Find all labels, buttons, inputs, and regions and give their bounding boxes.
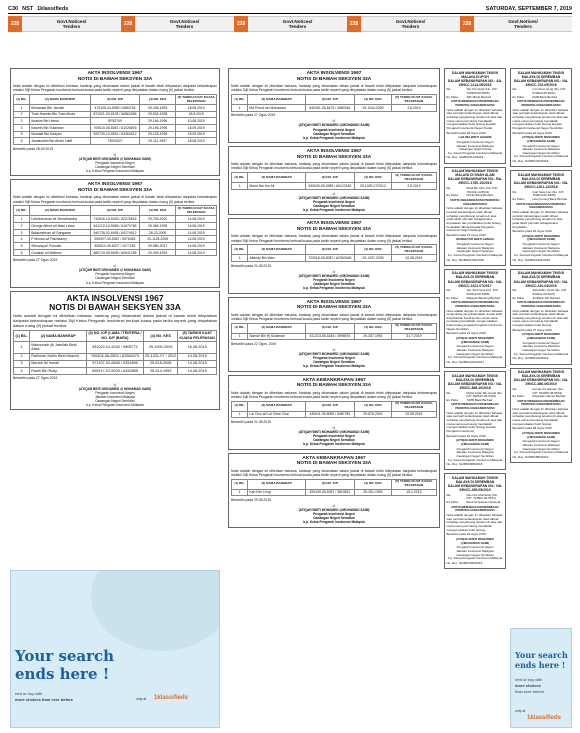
notice-column-2 xyxy=(228,68,440,728)
case-number: DALAM KEBANKRAPAN NO.: NA-29NCC-1021-07/2017 xyxy=(447,279,503,288)
notice-intro: Notis adalah dengan ini diberikan bahawa, bankrap yang dinamakan dalam jadual di bawah telah dilepaskan daripada kebankrapan melalui Sijil Ketua Pengarah Insolvensi berkuat kuasa pada tarikh seperti yang dinyatakan dalam ruang (5) jadual berikut. xyxy=(231,234,437,243)
category-code: 228 xyxy=(460,16,474,32)
insolvency-notice xyxy=(228,146,440,215)
signature-block: t.t (ATIQAH BINTI MOHAMED @MOHAMAD SAIM) Pengarah Insolvensi Negeri Cawangan Negeri Sembilan b.p. Ketua Pengarah Insolvensi Malaysia xyxy=(298,269,370,291)
notice-subtitle: NOTIS DI BAWAH SEKSYEN 33A xyxy=(296,383,372,389)
court-notice: DALAM MAHKAMAH TINGGI MALAYA DI SHAH ALAM DALAM KEBANKRAPAN NO.: BA-29NCC-1760-10/2018 Re: Rizal Bin Idris (No. K/P: 791102-14-5631) Ex Parte: Public Bank Berhad NOTIS KEBANKRAPAN PERINTAH KEBANKRAPAN Notis adalah dengan ini diberikan bahawa perintah kebankrapan telah dibuat terhadap penghutang tersebut di atas pada tarikh perintah sebagaimana dinyatakan dan pendaftaran bukti hutang hendaklah dibuat kepada Pengarah Insolvensi Negeri Selangor. Bertarikh pada 27 Ogos 2019 NORHAYATI BINTI AHMAD Pengarah Insolvensi Negeri Jabatan Insolvensi Malaysia Cawangan Negeri Selangor b.p. Ketua Pengarah Insolvensi Malaysia No. Ruj.: BA/BNI/1760/2018 xyxy=(444,167,506,266)
insolvency-notice xyxy=(228,218,440,293)
court-name: DALAM MAHKAMAH TINGGI MALAYA DI SEREMBAN xyxy=(451,271,499,280)
table-row: 3 Ibrahim Bin Hamzi RF52709 29-164-1996 10.08.2019 xyxy=(14,118,217,125)
notice-date: Bertarikh pada 28 Ogos 2019 xyxy=(512,426,552,431)
col-header: (2) NAMA BANKRAP xyxy=(30,95,91,105)
notice-subtitle: NOTIS DI BAWAH SEKSYEN 33A xyxy=(296,461,372,467)
notice-date: Bertarikh pada 26 Ogos 2019 xyxy=(512,229,552,234)
ad-tagline: rent or buy with xyxy=(15,691,43,696)
notice-intro: Notis adalah dengan ini diberikan bahawa, bankrap yang dinamakan dalam jadual di bawah telah dilepaskan daripada kebankrapan melalui Sijil Ketua Pengarah Insolvensi berkuat kuasa pada tarikh seperti yang dinyatakan dalam ruang (5) jadual berikut. xyxy=(231,312,437,321)
notice-column-4 xyxy=(444,68,506,728)
table-row: 4 Kasmin Bin Sulaiman 700610-05-5067 / A1026876 29-196-1996 18.09.2019 xyxy=(14,125,217,132)
table-header-row: (1) BIL. (2) NAMA BANKRAP (3) NO. K/P (4) NO. KES (5) TARIKH KUAT KUASA PELEPASAN xyxy=(14,206,217,216)
page-header xyxy=(8,5,572,13)
insolvency-notice xyxy=(10,68,220,176)
court-name: DALAM MAHKAMAH TINGGI MALAYA DI SEREMBAN xyxy=(451,373,499,382)
notice-title: NOTIS KEBANKRAPAN PERINTAH KEBANKRAPAN xyxy=(516,201,566,210)
category-header xyxy=(460,16,572,32)
table-row: 5 Selvaraj a/l Ponniah 830810-05-6027 / 2077183 29-980-2017 14.08.2019 xyxy=(14,243,217,250)
notice-date: Bertarikh pada 22 Ogos 2019 xyxy=(446,532,486,537)
category-title: Govt.Notices/ Tenders xyxy=(56,18,87,29)
bankrupt-table xyxy=(13,330,217,375)
table-row: 1 Lai Choi a/l Lai Chee Chai 430611-05-5095 / 5487789 29-876-2002 02.08.2019 xyxy=(232,411,437,418)
table-row: 6 Gunalan a/l Mathew 680710-05-5539 / A0641296 29-409-1993 14.08.2019 xyxy=(14,249,217,256)
klassifieds-logo: 1klassifieds xyxy=(527,715,562,721)
ad-tagline: more choices xyxy=(515,683,541,688)
court-notice: DALAM MAHKAMAH TINGGI MALAYA DI SEREMBAN DALAM KEBANKRAPAN NO.: NA-29NCC-455-05/2019 Re: Ravi A/L Muniandy (No. K/P: 720801-05-5197) Ex Parte: Bank Simpanan Nasional NOTIS MENGENAI PENERIMAAN PERINTAH KEBANKRAPAN Notis adalah dengan ini diberikan bahawa satu perintah kebankrapan telah dibuat terhadap penghutang tersebut di atas dan mana-mana pemiutang hendaklah mengemukakan bukti hutang. Bertarikh pada 22 Ogos 2019 (ATIQAH BINTI MOHAMED @MOHAMAD SAIM) Pengarah Insolvensi Negeri Jabatan Insolvensi Malaysia Cawangan Negeri Sembilan b.p. Ketua Pengarah Insolvensi Malaysia No. Ruj.: NA/BNI/455/2019 xyxy=(444,473,506,569)
header-rule xyxy=(8,13,572,14)
table-row: 3 Mariah Ibi Ismail 571107-02-6848 / 0251896 29-518-2008 14.08.2019 xyxy=(14,360,217,367)
publication-name: NST xyxy=(22,5,34,12)
category-title: Govt.Notices/ Tenders xyxy=(508,18,538,29)
case-number: DALAM KEBANKRAPAN NO.: NA-29NCC-580-06/2019 xyxy=(513,378,569,387)
notice-body: Notis adalah dengan ini diberikan bahawa satu perintah kebankrapan telah dibuat terhadap penghutang tersebut di atas dan mana-mana pemiutang hendaklah mengemukakan bukti hutang kepada Pengarah Insolvensi Negeri Perak. xyxy=(446,107,503,130)
notice-date: Bertarikh pada 22 Ogos 2019 xyxy=(512,130,552,135)
notice-body: Notis adalah dengan ini diberikan bahawa satu perintah kebankrapan telah dibuat terhadap penghutang tersebut di atas dan mana-mana pemiutang hendaklah mengemukakan bukti hutang. xyxy=(446,513,503,532)
court-name: DALAM MAHKAMAH TINGGI MALAYA DI SEREMBAN xyxy=(451,475,499,485)
notice-title: NOTIS MENGENAI PENERIMAAN PERINTAH KEBANKRAPAN xyxy=(451,504,499,513)
insolvency-notice xyxy=(228,68,440,143)
notice-subtitle: NOTIS DI BAWAH SEKSYEN 33A xyxy=(77,188,153,194)
notice-title: AKTA INSOLVENSI 1967 xyxy=(87,182,143,188)
bankrupt-table: (1) BIL. (2) NAMA BANKRAP (3) NO. K/P (4) NO. KES (5) TARIKH KUAT KUASA PELEPASAN 1 Kan Kim Leng 490430-05-5357 / 3819831 29-261-1994 15.2.2013 xyxy=(231,479,437,497)
notice-date: Bertarikh pada 27 Ogos 2019 xyxy=(231,113,276,118)
category-header xyxy=(347,16,460,32)
ad-tagline: rent or buy with xyxy=(515,677,543,682)
notice-date: Bertarikh pada 27 Ogos 2019 xyxy=(13,257,58,262)
notice-body: Notis adalah dengan ini diberikan bahawa satu perintah kebankrapan telah dibuat terhadap penghutang tersebut di atas dan mana-mana pemiutang hendaklah mengemukakan bukti hutang. xyxy=(512,407,569,426)
case-number: DALAM KEBANKRAPAN NO.: AA-29NCC-1114-08/2018 xyxy=(447,78,503,87)
ad-tagline: more choices than ever before xyxy=(15,697,74,702)
court-notice: DALAM MAHKAMAH TINGGI MALAYA DI SEREMBAN DALAM KEBANKRAPAN NO.: NA-29NCC-702-09/2018 Re: Lim Chee Kong (No. K/P: 670922-05-5231) Ex Parte: RHB Bank Berhad NOTIS MENGENAI PENERIMAAN PERINTAH KEBANKRAPAN Notis adalah dengan ini diberikan bahawa satu perintah kebankrapan telah dibuat terhadap penghutang tersebut di atas dan mana-mana pemiutang hendaklah mengemukakan bukti hutang kepada Pengarah Insolvensi Negeri Sembilan. Bertarikh pada 22 Ogos 2019 (ATIQAH BINTI MOHAMED @MOHAMAD SAIM) Pengarah Insolvensi Negeri Jabatan Insolvensi Malaysia Cawangan Negeri Sembilan b.p. Ketua Pengarah Insolvensi Malaysia No. Ruj.: NA/BNI/702/2018 xyxy=(510,68,572,167)
bankrupt-table xyxy=(13,205,217,256)
court-name: DALAM MAHKAMAH TINGGI MALAYA DI SHAH ALAM xyxy=(451,169,499,178)
signature-block: t.t (ATIQAH BINTI MOHAMED @MOHAMAD SAIM) Pengarah Insolvensi Negeri Cawangan Negeri Sembilan b.p. Ketua Pengarah Insolvensi Malaysia xyxy=(298,191,370,213)
table-row: 1 Md Proud bin Mohamad 540401-05-5475 / 4680318 29-1044-2009 2.8.2019 xyxy=(232,105,437,112)
court-notice: DALAM MAHKAMAH TINGGI MALAYA DI SEREMBAN DALAM KEBANKRAPAN NO.: NA-29NCC-580-06/2019 Re: Kumar A/L Raman (No. K/P: 810905-05-5519) Ex Parte: Maybank Islamic Berhad NOTIS MENGENAI PENERIMAAN PERINTAH KEBANKRAPAN Notis adalah dengan ini diberikan bahawa satu perintah kebankrapan telah dibuat terhadap penghutang tersebut di atas dan mana-mana pemiutang hendaklah mengemukakan bukti hutang. Bertarikh pada 28 Ogos 2019 (ATIQAH BINTI MOHAMED @MOHAMAD SAIM) Pengarah Insolvensi Negeri Jabatan Insolvensi Malaysia Cawangan Negeri Sembilan b.p. Ketua Pengarah Insolvensi Malaysia No. Ruj.: NA/BNI/580/2019 xyxy=(510,368,572,464)
notice-date: Bertarikh pada 21.08.2019 xyxy=(231,419,271,424)
category-title: Govt.Notices/ Tenders xyxy=(282,18,313,29)
klassifieds-ad-small[interactable] xyxy=(510,628,572,728)
court-name: DALAM MAHKAMAH TINGGI MALAYA DI SEREMBAN xyxy=(517,370,565,379)
notice-date: Bertarikh pada 28.09.2019 xyxy=(13,146,53,151)
notice-intro: Notis adalah dengan ini diberikan bahawa, bankrap yang dinamakan dalam jadual di bawah telah dilepaskan daripada kebankrapan melalui Sijil Ketua Pengarah Insolvensi berkuat kuasa pada tarikh seperti yang dinyatakan dalam ruang (5) jadual berikut. xyxy=(231,162,437,171)
insolvency-notice xyxy=(228,375,440,450)
ad-only-at: only at xyxy=(515,709,526,713)
notice-intro: Notis adalah dengan ini diberikan bahawa, bankrap yang dinamakan dalam jadual di bawah telah dilepaskan daripada kebankrapan melalui Sijil Ketua Pengarah Insolvensi berkuat kuasa pada tarikh seperti yang dinyatakan dalam ruang (5) jadual berikut. xyxy=(231,390,437,399)
bankrupt-table: (1) BIL. (2) NAMA BANKRAP (3) NO. K/P (4) NO. KES (5) TARIKH KUAT KUASA PELEPASAN 1 Mohd Nor bin Ali 530625-05-5389 / A0123182 29-1025-07/2012 2.8.2019 xyxy=(231,172,437,190)
notice-date: Bertarikh pada 22 Ogos, 2019 xyxy=(231,341,277,346)
insolvency-notice xyxy=(10,179,220,287)
notice-title: NOTIS MENGENAI PENERIMAAN PERINTAH KEBANKRAPAN xyxy=(451,402,499,411)
court-notice: DALAM MAHKAMAH TINGGI MALAYA DI SEREMBAN DALAM KEBANKRAPAN NO.: NA-29NCC-1021-07/2017 Re: Tan Teck Huat (No. K/P: 650312-05-5189) Ex Parte: Malayan Banking Berhad NOTIS MENGENAI PENERIMAAN PERINTAH KEBANKRAPAN Notis adalah dengan ini diberikan bahawa penghutang yang dinamakan di atas telah diisytiharkan bankrap dan mana-mana pemiutang hendaklah mengemukakan bukti hutang kepada Pengarah Insolvensi Negeri Sembilan. Bertarikh pada 23 Ogos 2019 (ATIQAH BINTI MOHAMED @MOHAMAD SAIM) Pengarah Insolvensi Negeri Jabatan Insolvensi Malaysia Cawangan Negeri Sembilan b.p. Ketua Pengarah Insolvensi Malaysia No. Ruj.: NA/BNI/1021/2017 xyxy=(444,269,506,368)
court-name: DALAM MAHKAMAH TINGGI MALAYA DI IPOH xyxy=(451,70,499,79)
case-number: DALAM KEBANKRAPAN NO.: NA-29NCC-310-03/2019 xyxy=(513,279,569,288)
signature-block: t.t (ATIQAH BINTI MOHAMED @ MOHAMAD SAIM) Pengarah Insolvensi Negeri Jabatan Insolvensi Malaysia Cawangan Negeri Sembilan b.p. Ketua Pengarah Insolvensi Malaysia xyxy=(79,382,151,408)
category-header xyxy=(8,16,121,32)
category-header xyxy=(121,16,234,32)
table-row: 4 P Menan a/l Pakirisamy 590927-05-5387 / 6976345 20-1128-2008 14.08.2019 xyxy=(14,236,217,243)
klassifieds-logo: 1klassifieds xyxy=(154,695,189,701)
signature-block: t.t (ATIQAH BINTI MOHAMED @MOHAMAD SAIM) Pengarah Insolvensi Negeri Cawangan Negeri Sembilan b.p. Ketua Pengarah Insolvensi Malaysia xyxy=(298,503,370,525)
signature-block: t.t (ATIQAH BINTI MOHAMED @ MOHAMAD SAIM) Pengarah Insolvensi Negeri Cawangan Negeri Sembilan b.p. Ketua Pengarah Insolvensi Malaysia xyxy=(79,152,151,174)
category-header xyxy=(234,16,347,32)
category-code: 228 xyxy=(347,16,361,32)
notice-title: NOTIS MENGENAI PENERIMAAN PERINTAH KEBANKRAPAN xyxy=(517,398,565,407)
table-header-row: (1) BIL. (2) NAMA BANKRAP (3) NO. K/P (LAMA / TENTERA / NO. K/P (BARU) (4) NO. KES (5) TARIKH KUAT KUASA PELEPASAN xyxy=(14,330,217,341)
table-row: 3 Balakrishnan a/l Sangaran 540728-02-6495 / A0274612 28-23-2009 14.08.2019 xyxy=(14,229,217,236)
bankrupt-table: (1) BIL. (2) NAMA BANKRAP (3) NO. K/P (4) NO. KES (5) TARIKH KUAT KUASA PELEPASAN 1 Lai Choi a/l Lai Chee Chai 430611-05-5095 / 5487789 29-876-2002 02.08.2019 xyxy=(231,401,437,419)
table-row: 1 Kan Kim Leng 490430-05-5357 / 3819831 29-261-1994 15.2.2013 xyxy=(232,489,437,496)
case-number: DALAM KEBANKRAPAN NO.: NA-29NCC-1201-12/2018 xyxy=(513,180,569,190)
notice-title: AKTA INSOLVENSI 1967 xyxy=(306,299,362,305)
notice-column-5 xyxy=(510,68,572,626)
court-notice: DALAM MAHKAMAH TINGGI MALAYA DI SEREMBAN DALAM KEBANKRAPAN NO.: NA-29NCC-868-10/2018 Re: Mohd Azlan Bin Ismail (No. K/P: 800516-05-5429) Ex Parte: CIMB Bank Berhad NOTIS MENGENAI PENERIMAAN PERINTAH KEBANKRAPAN Notis adalah dengan ini diberikan bahawa satu perintah kebankrapan telah dibuat terhadap penghutang tersebut di atas dan mana-mana pemiutang hendaklah mengemukakan bukti hutang kepada Pengarah Insolvensi. Bertarikh pada 20 Ogos 2019 (ATIQAH BINTI MOHAMED @MOHAMAD SAIM) Pengarah Insolvensi Negeri Jabatan Insolvensi Malaysia Cawangan Negeri Sembilan b.p. Ketua Pengarah Insolvensi Malaysia No. Ruj.: NA/BNI/868/2018 xyxy=(444,371,506,470)
col-header: (3) NO. K/P xyxy=(91,95,140,105)
bankrupt-table: (1) BIL. (2) NAMA BANKRAP (3) NO. K/P (4) NO. KES (5) TARIKH KUAT KUASA PELEPASAN 1 Samsir Bin Hj Sulaiman 441213-05-5245 / 3995575 29-267-1991 31.7.2019 xyxy=(231,323,437,341)
signature-block: t.t (ATIQAH BINTI MOHAMED @MOHAMAD SAIM) Pengarah Insolvensi Negeri Cawangan Negeri Sembilan b.p. Ketua Pengarah Insolvensi Malaysia xyxy=(298,347,370,369)
notice-title: AKTA INSOLVENSI 1967 xyxy=(306,149,362,155)
notice-subtitle: NOTIS DI BAWAH SEKSYEN 33A xyxy=(296,76,372,82)
col-header: (1) BIL. xyxy=(14,95,30,105)
court-notice: DALAM MAHKAMAH TINGGI MALAYA DI SEREMBAN DALAM KEBANKRAPAN NO.: NA-29NCC-1201-12/2018 Re: Goh Siew Lan (No. K/P: 750614-05-5408) Ex Parte: Hong Leong Bank Berhad NOTIS KEBANKRAPAN PERINTAH KEBANKRAPAN Notis adalah dengan ini diberikan bahawa perintah kebankrapan telah dibuat terhadap penghutang tersebut di atas pada tarikh perintah sebagaimana dinyatakan. Bertarikh pada 26 Ogos 2019 (ATIQAH BINTI MOHAMED @MOHAMAD SAIM) Pengarah Insolvensi Negeri Jabatan Insolvensi Malaysia Cawangan Negeri Sembilan b.p. Ketua Pengarah Insolvensi Malaysia No. Ruj.: NA/BNI/1201/2018 xyxy=(510,170,572,266)
category-code: 228 xyxy=(121,16,135,32)
bankrupt-table: (1) BIL. (2) NAMA BANKRAP (3) NO. K/P (4) NO. KES (5) TARIKH KUAT KUASA PELEPASAN 1 Md Proud bin Mohamad 540401-05-5475 / 4680318 29-1044-2009 2.8.2019 xyxy=(231,94,437,112)
bankrupt-table xyxy=(13,94,217,145)
klassifieds-ad[interactable] xyxy=(10,570,220,728)
table-row: 5 Mustafa Bin Kadyan 520730-10-5531 / A3364012 29-103-1996 18.09.2019 xyxy=(14,131,217,138)
notice-body: Notis adalah dengan ini diberikan bahawa perintah kebankrapan telah dibuat terhadap penghutang tersebut di atas pada tarikh perintah sebagaimana dinyatakan. xyxy=(512,209,569,229)
section-name: 1klassifieds xyxy=(37,5,69,12)
table-row: 2 George Alfred a/l Mani Lewis 541212-10-5069 / A1070765 29-369-1999 16.08.2019 xyxy=(14,223,217,230)
insolvency-notice xyxy=(228,453,440,528)
notice-date: Bertarikh pada 27 Ogos 2019 xyxy=(13,376,58,381)
case-number: DALAM KEBANKRAPAN NO.: NA-29NCC-455-05/2019 xyxy=(447,484,503,493)
notice-subtitle: NOTIS DI BAWAH SEKSYEN 33A xyxy=(296,227,372,233)
notice-title: AKTA INSOLVENSI 1967 xyxy=(66,292,164,303)
signature-block: t.t (ATIQAH BINTI MOHAMED @MOHAMAD SAIM) Pengarah Insolvensi Negeri Cawangan Negeri Sembilan b.p. Ketua Pengarah Insolvensi Malaysia xyxy=(298,425,370,447)
category-header-row xyxy=(8,16,572,32)
notice-intro: Notis adalah dengan ini diberikan bahawa, bankrap yang dinamakan dalam jadual di bawah telah dilepaskan daripada kebankrapan melalui Sijil Ketua Pengarah Insolvensi berkuat kuasa pada tarikh seperti yang dinyatakan dalam ruang (5) jadual berikut. xyxy=(13,313,217,329)
notice-title: AKTA INSOLVENSI 1967 xyxy=(306,221,362,227)
signature-block: t.t (ATIQAH BINTI MOHAMED @MOHAMAD SAIM) Pengarah Insolvensi Negeri Cawangan Negeri Sembilan b.p. Ketua Pengarah Insolvensi Malaysia xyxy=(298,119,370,140)
col-header: (5) TARIKH KUAT KUASA PELEPASAN xyxy=(177,94,215,103)
notice-body: Notis adalah dengan ini diberikan bahawa satu perintah kebankrapan telah dibuat terhadap penghutang tersebut di atas dan mana-mana pemiutang hendaklah mengemukakan bukti hutang. xyxy=(512,308,569,328)
notice-date: Bertarikh pada 21.08.2019 xyxy=(231,263,271,268)
notice-title: AKTA KEBANKRAPAN 1967 xyxy=(302,455,366,461)
ad-headline: ends here ! xyxy=(515,660,566,670)
category-code: 228 xyxy=(8,16,22,32)
insolvency-notice xyxy=(228,297,440,372)
table-row: 6 Jamaluddin Bin Abdul Latiff T3003227 29-111-1997 18.08.2019 xyxy=(14,138,217,145)
case-number: DALAM KEBANKRAPAN NO.: NA-29NCC-702-09/2018 xyxy=(513,78,569,87)
notice-subtitle: NOTIS DI BAWAH SEKSYEN 33A xyxy=(77,76,153,82)
ad-headline: ends here ! xyxy=(15,665,110,683)
notice-intro: Notis adalah dengan ini diberikan bahawa, bankrap yang dinamakan dalam jadual di bawah telah dilepaskan daripada kebankrapan melalui Sijil Ketua Pengarah Insolvensi berkuat kuasa pada tarikh seperti yang dinyatakan dalam ruang (5) jadual berikut. xyxy=(231,84,437,93)
notice-title: AKTA INSOLVENSI 1967 xyxy=(306,71,362,76)
notice-date: Bertarikh pada 23 Ogos 2019 xyxy=(446,331,486,336)
notice-date: Bertarikh pada 28 Ogos 2019 xyxy=(446,130,486,135)
table-row: 1 Letchumanan a/l Sinnathamby 710516-10-5433 / A2276818 29-793-2002 14.08.2019 xyxy=(14,216,217,223)
table-header-row xyxy=(14,95,217,105)
notice-title: NOTIS MENGENAI PENERIMAAN PERINTAH KEBANKRAPAN xyxy=(451,99,499,107)
notice-date: Bertarikh pada 27 Ogos 2019 xyxy=(512,327,552,332)
category-code: 228 xyxy=(234,16,248,32)
notice-date: Bertarikh pada 29.08.2019 xyxy=(231,497,271,502)
issue-date: SATURDAY, SEPTEMBER 7, 2019 xyxy=(485,5,572,12)
court-notice: DALAM MAHKAMAH TINGGI MALAYA DI IPOH DALAM KEBANKRAPAN NO.: AA-29NCC-1114-08/2018 Re: Tan Kim Huat (No. K/P: 700306-08-6355) Ex Parte: Affin Bank Berhad NOTIS MENGENAI PENERIMAAN PERINTAH KEBANKRAPAN Notis adalah dengan ini diberikan bahawa satu perintah kebankrapan telah dibuat terhadap penghutang tersebut di atas dan mana-mana pemiutang hendaklah mengemukakan bukti hutang kepada Pengarah Insolvensi Negeri Perak. Bertarikh pada 28 Ogos 2019 LAILINA BINTI HASHIM Pengarah Insolvensi Negeri Jabatan Insolvensi Malaysia Cawangan Negeri Perak b.p. Ketua Pengarah Insolvensi Malaysia No. Ruj.: AA/BNI/1114/2018 xyxy=(444,68,506,164)
bankrupt-table: (1) BIL. (2) NAMA BANKRAP (3) NO. K/P (4) NO. KES (5) TARIKH KUAT KUASA PELEPASAN 1 Affendy Bin Wan 720918-05-5087 / A2353445 29-1337-2009 02.08.2019 xyxy=(231,244,437,262)
court-name: DALAM MAHKAMAH TINGGI MALAYA DI SEREMBAN xyxy=(517,271,565,280)
ad-headline: Your search xyxy=(15,647,115,665)
notice-body: Notis adalah dengan ini diberikan bahawa satu perintah kebankrapan telah dibuat terhadap penghutang tersebut di atas dan mana-mana pemiutang hendaklah mengemukakan bukti hutang kepada Pengarah Insolvensi. xyxy=(446,410,503,434)
notice-title: NOTIS MENGENAI PENERIMAAN PERINTAH KEBANKRAPAN xyxy=(517,99,565,107)
notice-body: Notis adalah dengan ini diberikan bahawa satu perintah kebankrapan telah dibuat terhadap penghutang tersebut di atas dan mana-mana pemiutang hendaklah mengemukakan bukti hutang kepada Pengarah Insolvensi Negeri Sembilan. xyxy=(512,107,569,130)
table-row: 4 Ramli Bin Rulip 520917-01-5033 / A332895 29-314-1993 14.08.2019 xyxy=(14,367,217,374)
table-row: 1 Maimunah @ Jamilah Binti Alias 431022-01-5242 / 0805772 29-1000-2009 16.08.2019 xyxy=(14,341,217,353)
notice-intro: Notis adalah dengan ini diberikan bahawa, bankrap yang dinamakan dalam jadual di bawah telah dilepaskan daripada kebankrapan melalui Sijil Ketua Pengarah Insolvensi berkuat kuasa pada tarikh seperti yang dinyatakan dalam ruang (5) jadual berikut. xyxy=(13,195,217,204)
notice-subtitle: NOTIS DI BAWAH SEKSYEN 33A xyxy=(49,301,181,312)
ad-only-at: only at xyxy=(136,697,147,701)
table-row: 1 Mohd Nor bin Ali 530625-05-5389 / A0123182 29-1025-07/2012 2.8.2019 xyxy=(232,183,437,190)
table-row: 2 Tuan Hashim Bin Tuan Muda 871021-03-5125 / A0862696 29-534-1998 18.8.2019 xyxy=(14,111,217,118)
court-name: DALAM MAHKAMAH TINGGI MALAYA DI SEREMBAN xyxy=(517,70,565,79)
table-row: 1 Affendy Bin Wan 720918-05-5087 / A2353445 29-1337-2009 02.08.2019 xyxy=(232,255,437,262)
notice-body: Notis adalah dengan ini diberikan bahawa perintah kebankrapan telah dibuat terhadap penghutang tersebut di atas pada tarikh perintah sebagaimana dinyatakan dan pendaftaran bukti hutang hendaklah dibuat kepada Pengarah Insolvensi Negeri Selangor. xyxy=(446,206,503,233)
page-number: C30 xyxy=(8,5,19,12)
col-header: (4) NO. KES xyxy=(139,95,176,105)
court-name: DALAM MAHKAMAH TINGGI MALAYA DI SEREMBAN xyxy=(517,172,565,181)
ad-headline: Your search xyxy=(515,650,568,660)
notice-intro: Notis adalah dengan ini diberikan bahawa, bankrap yang dinamakan dalam jadual di bawah telah dilepaskan daripada kebankrapan melalui Sijil Ketua Pengarah Insolvensi berkuat kuasa pada tarikh seperti yang dinyatakan dalam ruang (5) jadual berikut. xyxy=(231,468,437,477)
notice-title: AKTA KEBANKRAPAN 1967 xyxy=(302,377,366,383)
notice-title: NOTIS MENGENAI PENERIMAAN PERINTAH KEBANKRAPAN xyxy=(451,300,499,308)
notice-title: NOTIS MENGENAI PENERIMAAN PERINTAH KEBANKRAPAN xyxy=(517,300,565,308)
case-number: DALAM KEBANKRAPAN NO.: NA-29NCC-868-10/2018 xyxy=(447,381,503,390)
notice-title: NOTIS KEBANKRAPAN PERINTAH KEBANKRAPAN xyxy=(450,197,500,206)
ad-tagline: than ever before xyxy=(515,689,545,694)
category-title: Govt.Notices/ Tenders xyxy=(169,18,200,29)
table-row: 1 Mohamad Bin Jarudin 470105-04-5069 / 0884718 29-236-1993 18.08.2019 xyxy=(14,105,217,112)
table-row: 2 Rahimah Hailin Binti Masrull 760404-06-5524 / A3369473 29-1031-07 / 2012 14.08.2019 xyxy=(14,353,217,360)
case-number: DALAM KEBANKRAPAN NO.: BA-29NCC-1760-10/2018 xyxy=(447,177,503,186)
notice-subtitle: NOTIS DI BAWAH SEKSYEN 33A xyxy=(296,305,372,311)
notice-subtitle: NOTIS DI BAWAH SEKSYEN 33A xyxy=(296,154,372,160)
signature-block: t.t (ATIQAH BINTI MOHAMED @ MOHAMAD SAIM) Pengarah Insolvensi Negeri Cawangan Negeri Sembilan b.p. Ketua Pengarah Insolvensi Malaysia xyxy=(79,264,151,285)
hand-illustration xyxy=(91,570,220,651)
category-title: Govt.Notices/ Tenders xyxy=(395,18,426,29)
insolvency-notice-large xyxy=(10,291,220,411)
court-notice: DALAM MAHKAMAH TINGGI MALAYA DI SEREMBAN DALAM KEBANKRAPAN NO.: NA-29NCC-310-03/2019 Re: Zainal Bin Yusof (No. K/P: 690211-05-5027) Ex Parte: AmBank (M) Berhad NOTIS MENGENAI PENERIMAAN PERINTAH KEBANKRAPAN Notis adalah dengan ini diberikan bahawa satu perintah kebankrapan telah dibuat terhadap penghutang tersebut di atas dan mana-mana pemiutang hendaklah mengemukakan bukti hutang. Bertarikh pada 27 Ogos 2019 (ATIQAH BINTI MOHAMED @MOHAMAD SAIM) Pengarah Insolvensi Negeri Jabatan Insolvensi Malaysia Cawangan Negeri Sembilan b.p. Ketua Pengarah Insolvensi Malaysia No. Ruj.: NA/BNI/310/2019 xyxy=(510,269,572,365)
notice-intro: Notis adalah dengan ini diberikan bahawa, bankrap yang dinamakan dalam jadual di bawah telah dilepaskan daripada kebankrapan melalui Sijil Ketua Pengarah Insolvensi berkuat kuasa pada tarikh seperti yang dinyatakan dalam ruang (5) jadual berikut. xyxy=(13,84,217,93)
notice-column-1 xyxy=(10,68,220,568)
notice-date: Bertarikh pada 27 Ogos 2019 xyxy=(446,232,486,237)
notice-date: Bertarikh pada 20 Ogos 2019 xyxy=(446,433,486,438)
notice-title: AKTA INSOLVENSI 1967 xyxy=(87,71,143,76)
table-row: 1 Samsir Bin Hj Sulaiman 441213-05-5245 / 3995575 29-267-1991 31.7.2019 xyxy=(232,333,437,340)
notice-body: Notis adalah dengan ini diberikan bahawa penghutang yang dinamakan di atas telah diisytiharkan bankrap dan mana-mana pemiutang hendaklah mengemukakan bukti hutang kepada Pengarah Insolvensi Negeri Sembilan. xyxy=(446,308,503,331)
